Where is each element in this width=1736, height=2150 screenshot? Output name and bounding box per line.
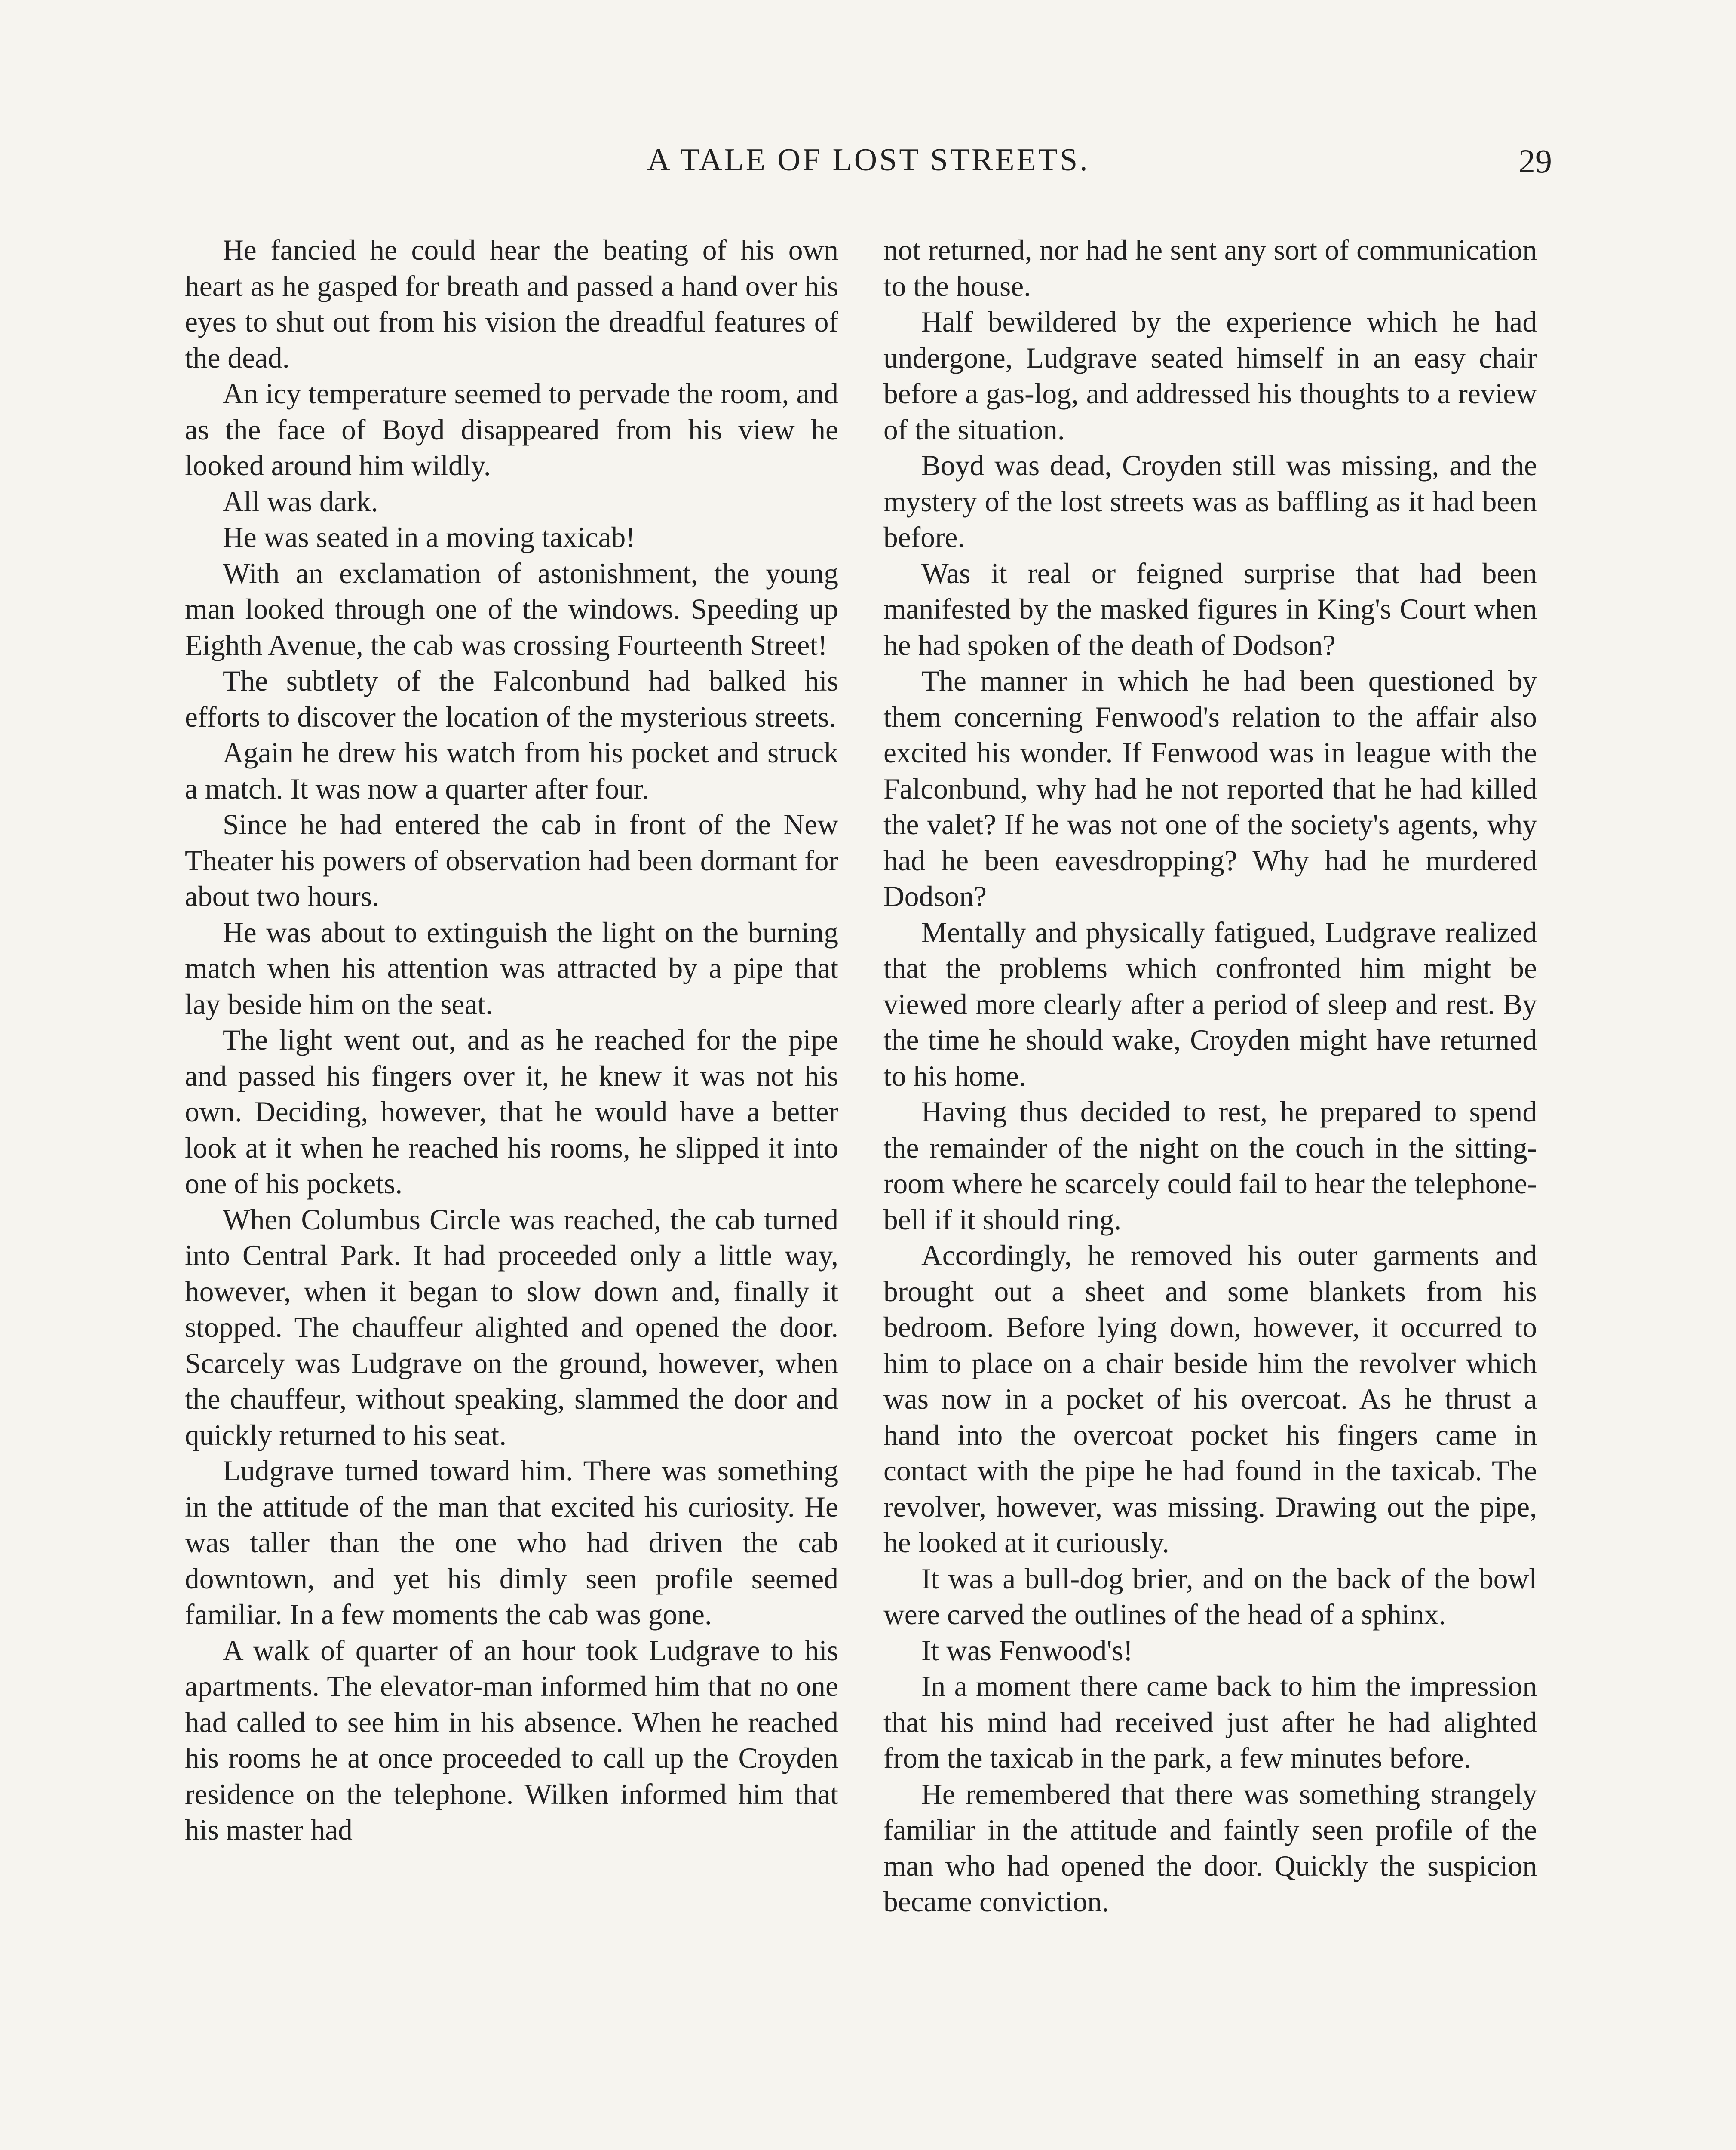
paragraph: It was a bull-dog brier, and on the back of the bowl were carved the outlines of the head of a sphinx. bbox=[883, 1562, 1537, 1631]
paragraph: Having thus decided to rest, he prepared to spend the remainder of the night on the couch in the sitting-room where he scarcely could fail to hear the telephone-bell if it should ring. bbox=[883, 1096, 1537, 1236]
paragraph: The manner in which he had been questioned by them concerning Fenwood's relation to the affair also excited his wonder. If Fenwood was in league with the Falconbund, why had he not reported that he had killed the valet? If he was not one of the society's agents, why had he been eavesdropping? Why had he murdered Dodson? bbox=[883, 665, 1537, 912]
paragraph: Half bewildered by the experience which he had undergone, Ludgrave seated himself in an easy chair before a gas-log, and addressed his thoughts to a review of the situation. bbox=[883, 306, 1537, 446]
paragraph-continued: not returned, nor had he sent any sort of communication to the house. bbox=[883, 234, 1537, 302]
paragraph: He was about to extinguish the light on the burning match when his attention was attracted by a pipe that lay beside him on the seat. bbox=[185, 916, 838, 1020]
paragraph: Since he had entered the cab in front of the New Theater his powers of observation had been dormant for about two hours. bbox=[185, 808, 838, 912]
paragraph: Again he drew his watch from his pocket and struck a match. It was now a quarter after four. bbox=[185, 737, 838, 805]
paragraph: In a moment there came back to him the impression that his mind had received just after he had alighted from the taxicab in the park, a few minutes before. bbox=[883, 1670, 1537, 1774]
paragraph: He fancied he could hear the beating of his own heart as he gasped for breath and passed a hand over his eyes to shut out from his vision the dreadful features of the dead. bbox=[185, 234, 838, 374]
right-column bbox=[883, 232, 1537, 1920]
paragraph: All was dark. bbox=[223, 485, 378, 518]
paragraph: He was seated in a moving taxicab! bbox=[223, 521, 635, 553]
paragraph: Accordingly, he removed his outer garments and brought out a sheet and some blankets from his bedroom. Before lying down, however, it occurred to him to place on a chair beside him the revolver which was now in a pocket of his overcoat. As he thrust a hand into the overcoat pocket his fingers came in contact with the pipe he had found in the taxicab. The revolver, however, was missing. Drawing out the pipe, he looked at it curiously. bbox=[883, 1239, 1537, 1559]
paragraph: When Columbus Circle was reached, the cab turned into Central Park. It had proceeded only a little way, however, when it began to slow down and, finally it stopped. The chauffeur alighted and opened the door. Scarcely was Ludgrave on the ground, however, when the chauffeur, without speaking, slammed the door and quickly returned to his seat. bbox=[185, 1203, 838, 1451]
paragraph: Mentally and physically fatigued, Ludgrave realized that the problems which confronted him might be viewed more clearly after a period of sleep and rest. By the time he should wake, Croyden might have returned to his home. bbox=[883, 916, 1537, 1092]
paragraph: It was Fenwood's! bbox=[921, 1634, 1133, 1667]
paragraph: An icy temperature seemed to pervade the room, and as the face of Boyd disappeared from his view he looked around him wildly. bbox=[185, 378, 838, 482]
paragraph: The subtlety of the Falconbund had balked his efforts to discover the location of the mysterious streets. bbox=[185, 665, 838, 733]
paragraph: Was it real or feigned surprise that had been manifested by the masked figures in King's Court when he had spoken of the death of Dodson? bbox=[883, 557, 1537, 661]
running-title: A TALE OF LOST STREETS. bbox=[647, 142, 1090, 178]
left-column bbox=[185, 232, 838, 1848]
paragraph: Ludgrave turned toward him. There was something in the attitude of the man that excited his curiosity. He was taller than the one who had driven the cab downtown, and yet his dimly seen profile seemed familiar. In a few moments the cab was gone. bbox=[185, 1455, 838, 1631]
running-header bbox=[185, 142, 1552, 194]
paragraph: With an exclamation of astonishment, the young man looked through one of the windows. Speeding up Eighth Avenue, the cab was crossing Fourteenth Street! bbox=[185, 557, 838, 661]
page-number: 29 bbox=[1518, 142, 1552, 180]
paragraph: He remembered that there was something strangely familiar in the attitude and faintly seen profile of the man who had opened the door. Quickly the suspicion became conviction. bbox=[883, 1778, 1537, 1918]
paragraph: Boyd was dead, Croyden still was missing, and the mystery of the lost streets was as baffling as it had been before. bbox=[883, 449, 1537, 553]
paragraph: A walk of quarter of an hour took Ludgrave to his apartments. The elevator-man informed him that no one had called to see him in his absence. When he reached his rooms he at once proceeded to call up the Croyden residence on the telephone. Wilken informed him that his master had bbox=[185, 1634, 838, 1846]
paragraph: The light went out, and as he reached for the pipe and passed his fingers over it, he knew it was not his own. Deciding, however, that he would have a better look at it when he reached his rooms, he slipped it into one of his pockets. bbox=[185, 1024, 838, 1200]
